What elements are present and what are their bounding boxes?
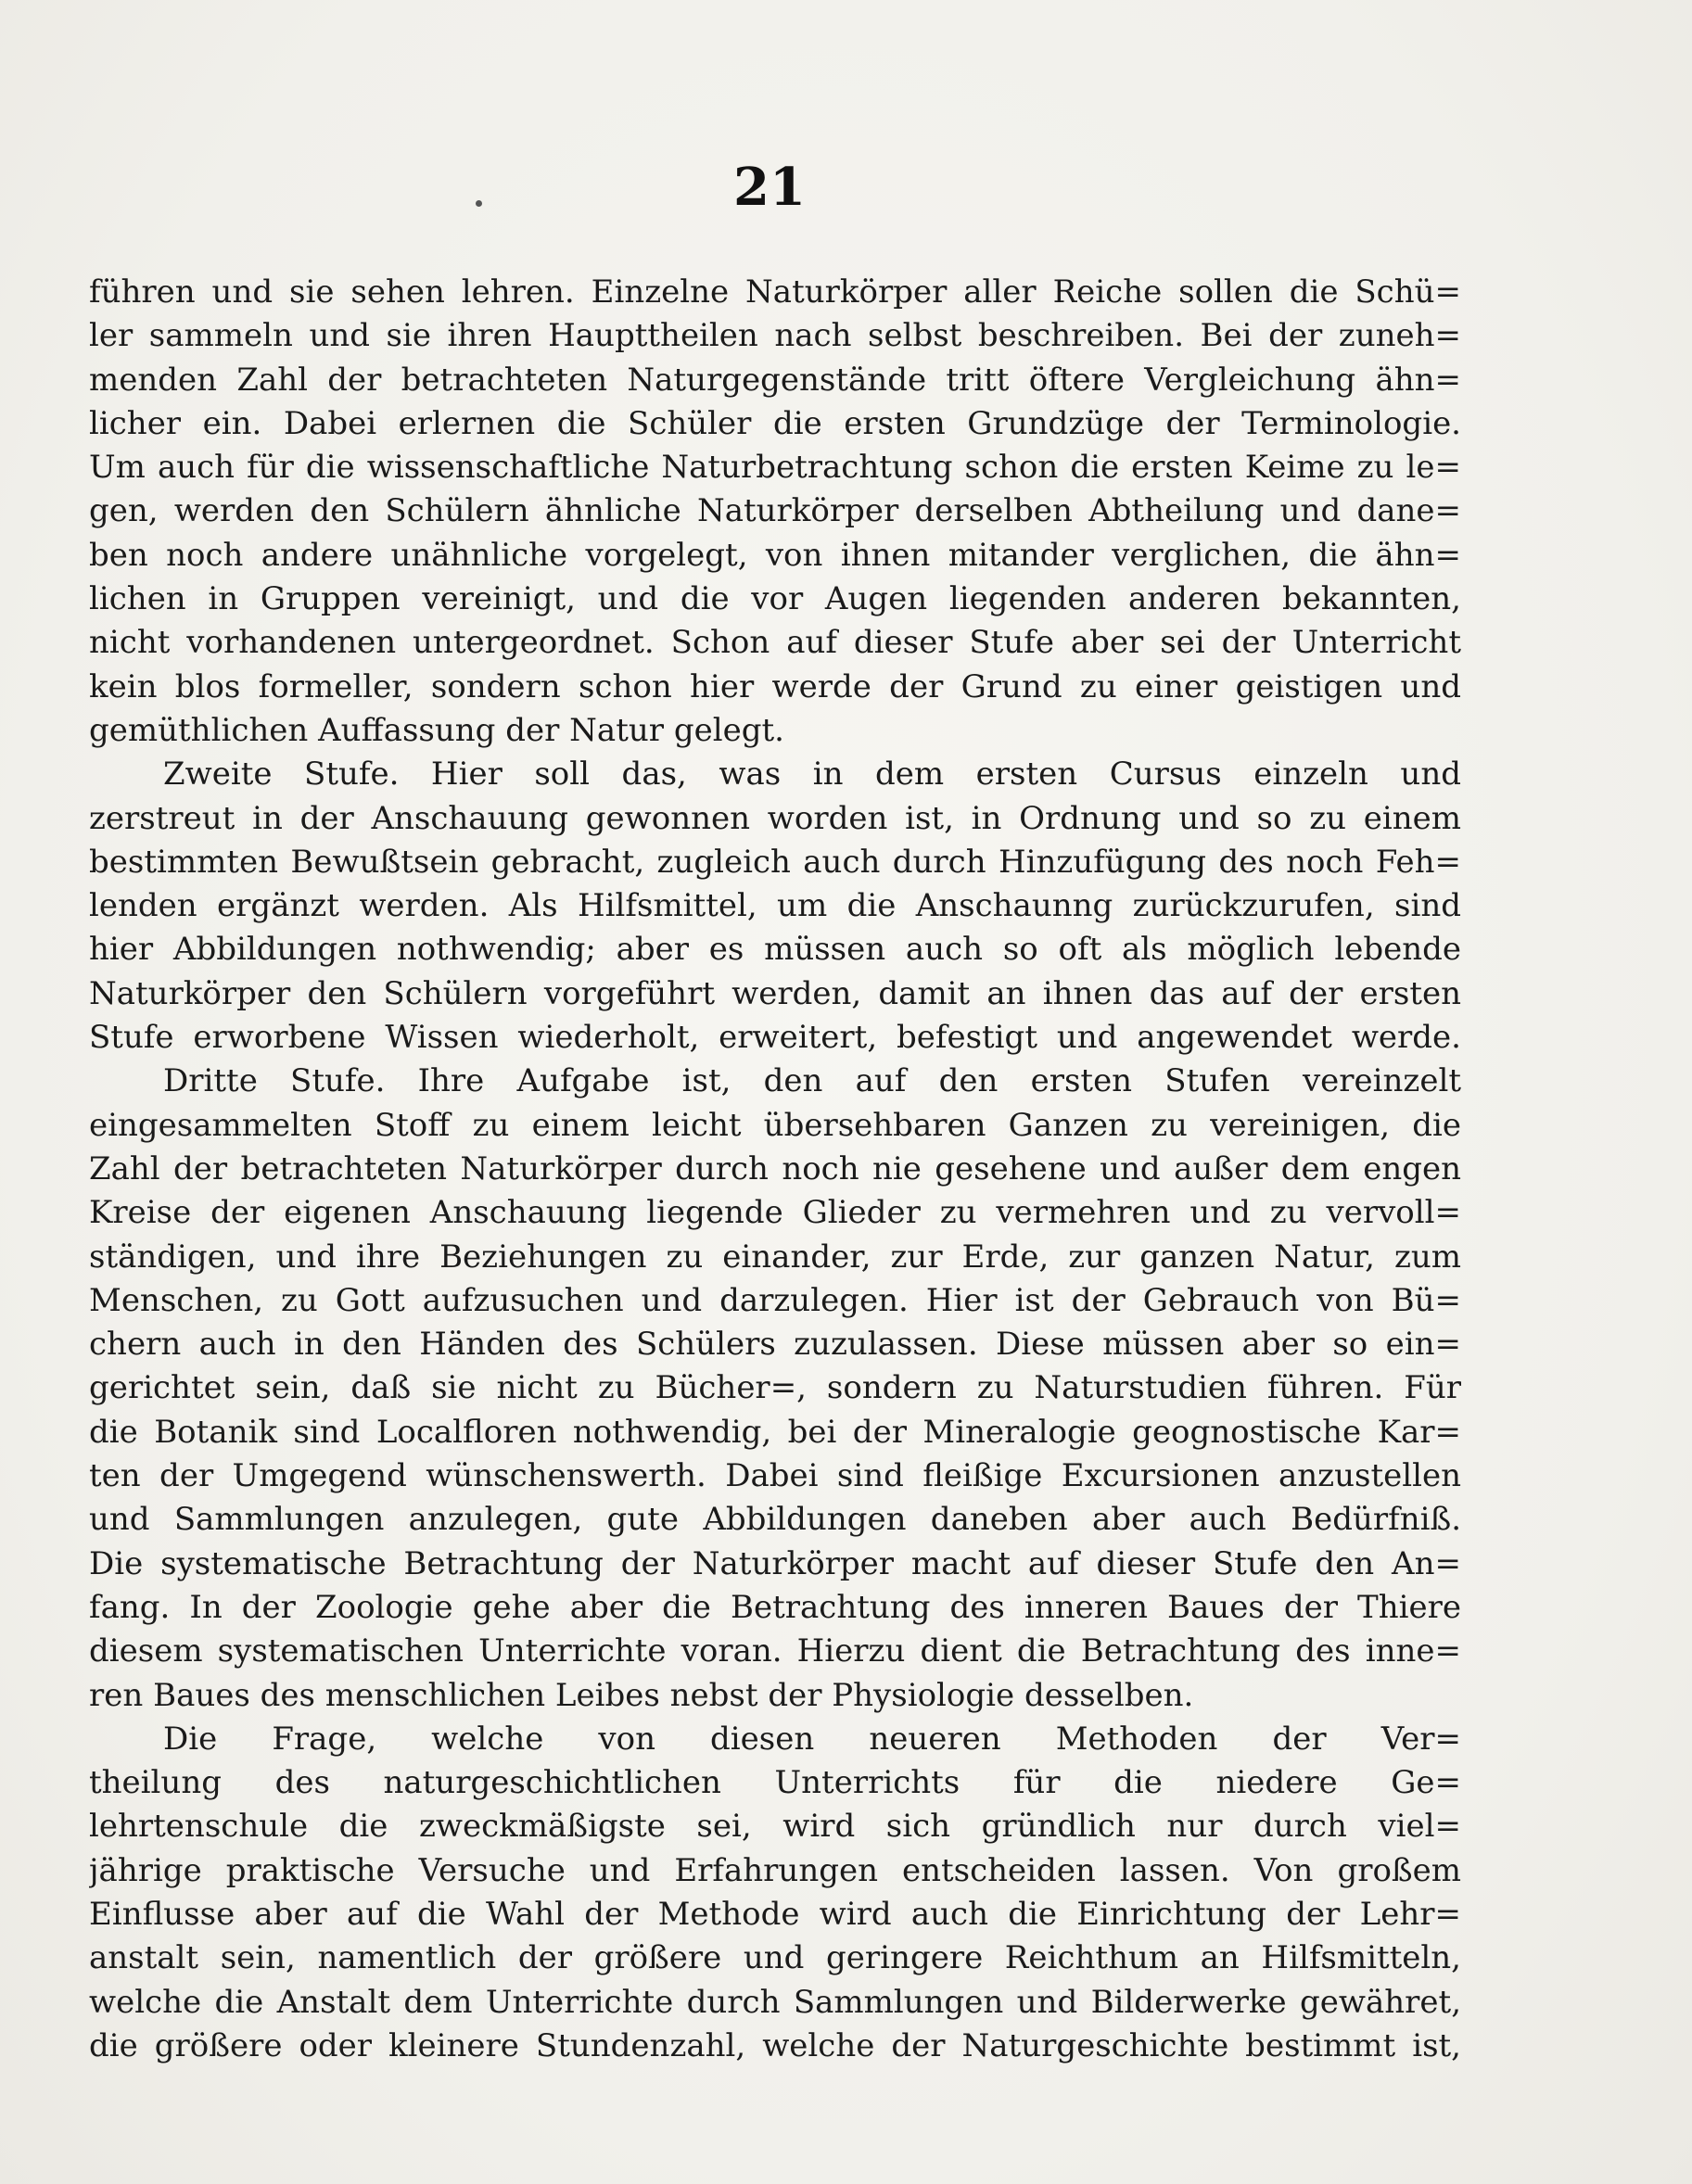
text-line: gerichtet sein, daß sie nicht zu Bücher=, sondern zu Naturstudien führen. Für — [89, 1369, 1461, 1407]
text-line: ben noch andere unähnliche vorgelegt, von ihnen mitander verglichen, die ähn= — [89, 536, 1461, 574]
text-line: lenden ergänzt werden. Als Hilfsmittel, um die Anschaunng zurückzurufen, sind — [89, 887, 1461, 925]
text-line: ler sammeln und sie ihren Haupttheilen nach selbst beschreiben. Bei der zuneh= — [89, 317, 1461, 355]
text-line: ren Baues des menschlichen Leibes nebst der Physiologie desselben. — [89, 1676, 1194, 1714]
text-line: die Botanik sind Localfloren nothwendig, bei der Mineralogie geognostische Kar= — [89, 1413, 1461, 1451]
text-line: Die Frage, welche von diesen neueren Methoden der Ver= — [163, 1720, 1461, 1758]
text-line: zerstreut in der Anschauung gewonnen worden ist, in Ordnung und so zu einem — [89, 799, 1461, 837]
text-line: licher ein. Dabei erlernen die Schüler die ersten Grundzüge der Terminologie. — [89, 404, 1461, 442]
text-line: diesem systematischen Unterrichte voran. Hierzu dient die Betrachtung des inne= — [89, 1632, 1461, 1670]
text-line: eingesammelten Stoff zu einem leicht übersehbaren Ganzen zu vereinigen, die — [89, 1106, 1461, 1144]
text-line: Kreise der eigenen Anschauung liegende Glieder zu vermehren und zu vervoll= — [89, 1194, 1461, 1232]
text-line: ten der Umgegend wünschenswerth. Dabei sind fleißige Excursionen anzustellen — [89, 1457, 1461, 1495]
text-line: ständigen, und ihre Beziehungen zu einander, zur Erde, zur ganzen Natur, zum — [89, 1238, 1461, 1276]
text-line: gemüthlichen Auffassung der Natur gelegt. — [89, 711, 784, 749]
text-line: Dritte Stufe. Ihre Aufgabe ist, den auf den ersten Stufen vereinzelt — [163, 1062, 1461, 1100]
text-line: Die systematische Betrachtung der Naturkörper macht auf dieser Stufe den An= — [89, 1544, 1461, 1582]
text-line: Zweite Stufe. Hier soll das, was in dem ersten Cursus einzeln und — [163, 756, 1461, 794]
text-line: führen und sie sehen lehren. Einzelne Naturkörper aller Reiche sollen die Schü= — [89, 273, 1461, 311]
text-line: Menschen, zu Gott aufzusuchen und darzulegen. Hier ist der Gebrauch von Bü= — [89, 1281, 1461, 1319]
text-line: kein blos formeller, sondern schon hier werde der Grund zu einer geistigen und — [89, 667, 1461, 705]
text-line: fang. In der Zoologie gehe aber die Betrachtung des inneren Baues der Thiere — [89, 1588, 1461, 1626]
text-line: Einflusse aber auf die Wahl der Methode wird auch die Einrichtung der Lehr= — [89, 1895, 1461, 1933]
text-line: lehrtenschule die zweckmäßigste sei, wird sich gründlich nur durch viel= — [89, 1808, 1461, 1846]
text-line: gen, werden den Schülern ähnliche Naturkörper derselben Abtheilung und dane= — [89, 492, 1461, 530]
ink-speck — [476, 200, 482, 207]
text-line: bestimmten Bewußtsein gebracht, zugleich auch durch Hinzufügung des noch Feh= — [89, 843, 1461, 881]
text-line: Zahl der betrachteten Naturkörper durch noch nie gesehene und außer dem engen — [89, 1149, 1461, 1187]
text-line: und Sammlungen anzulegen, gute Abbildungen daneben aber auch Bedürfniß. — [89, 1501, 1461, 1539]
text-line: nicht vorhandenen untergeordnet. Schon auf dieser Stufe aber sei der Unterricht — [89, 624, 1461, 662]
text-line: Stufe erworbene Wissen wiederholt, erweitert, befestigt und angewendet werde. — [89, 1019, 1461, 1057]
text-line: welche die Anstalt dem Unterrichte durch Sammlungen und Bilderwerke gewähret, — [89, 1983, 1461, 2021]
text-line: theilung des naturgeschichtlichen Unterrichts für die niedere Ge= — [89, 1764, 1461, 1802]
text-line: hier Abbildungen nothwendig; aber es müssen auch so oft als möglich lebende — [89, 931, 1461, 969]
text-line: Naturkörper den Schülern vorgeführt werden, damit an ihnen das auf der ersten — [89, 974, 1461, 1012]
page-number: 21 — [733, 157, 806, 218]
text-line: anstalt sein, namentlich der größere und geringere Reichthum an Hilfsmitteln, — [89, 1939, 1461, 1977]
text-line: menden Zahl der betrachteten Naturgegenstände tritt öftere Vergleichung ähn= — [89, 361, 1461, 399]
text-line: Um auch für die wissenschaftliche Naturbetrachtung schon die ersten Keime zu le= — [89, 449, 1461, 487]
text-line: lichen in Gruppen vereinigt, und die vor Augen liegenden anderen bekannten, — [89, 580, 1461, 618]
text-line: chern auch in den Händen des Schülers zuzulassen. Diese müssen aber so ein= — [89, 1326, 1461, 1364]
text-line: jährige praktische Versuche und Erfahrungen entscheiden lassen. Von großem — [89, 1851, 1461, 1889]
body-text — [89, 271, 1461, 2068]
text-line: die größere oder kleinere Stundenzahl, welche der Naturgeschichte bestimmt ist, — [89, 2026, 1461, 2064]
